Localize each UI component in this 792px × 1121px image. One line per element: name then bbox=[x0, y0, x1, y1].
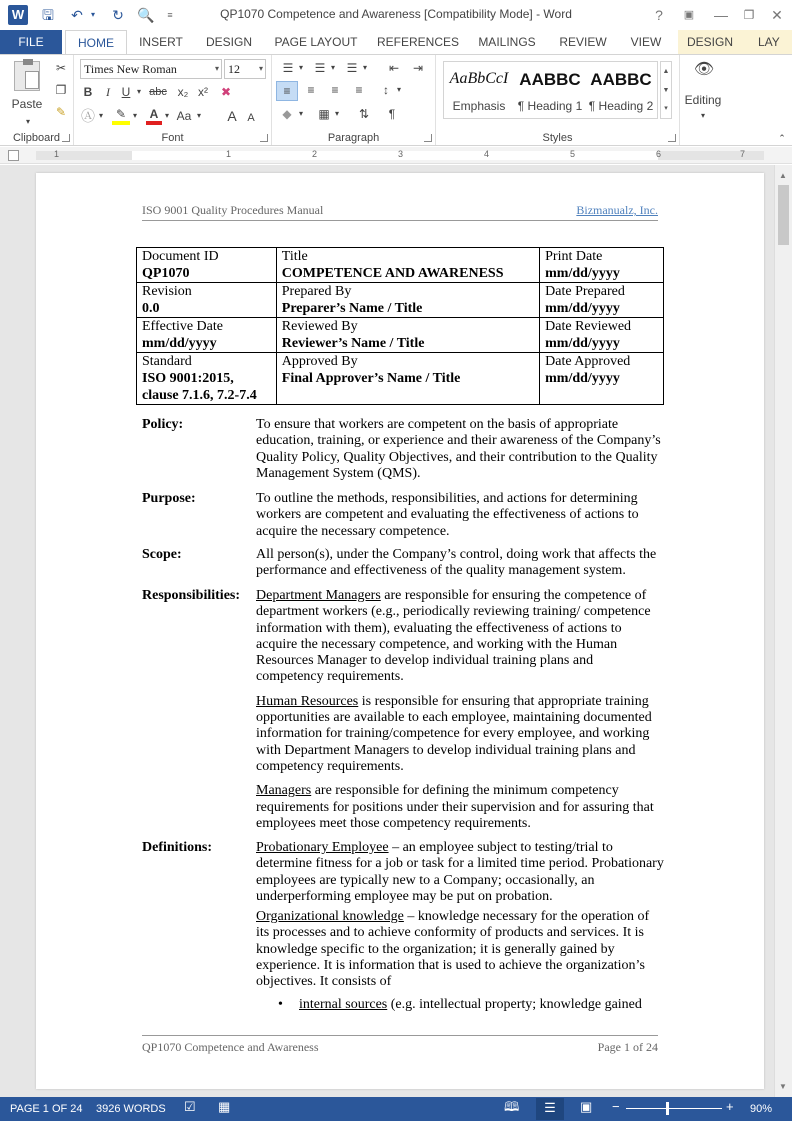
underline-button[interactable]: U bbox=[121, 85, 131, 99]
style-heading-2[interactable] bbox=[586, 62, 656, 118]
web-layout-icon[interactable]: ▣ bbox=[580, 1099, 593, 1114]
styles-launcher-icon[interactable] bbox=[668, 134, 676, 142]
footer-rule bbox=[142, 1035, 658, 1036]
tab-insert[interactable]: INSERT bbox=[139, 35, 183, 49]
definitions-body bbox=[256, 840, 664, 999]
ruler-number: 3 bbox=[398, 149, 404, 159]
header-rule bbox=[142, 220, 658, 221]
highlight-icon[interactable]: ✎ bbox=[112, 105, 130, 125]
list-item bbox=[256, 694, 664, 775]
ruler-number: 2 bbox=[312, 149, 318, 159]
decrease-indent-icon[interactable]: ⇤ bbox=[388, 61, 400, 75]
styles-gallery-scroll[interactable] bbox=[660, 61, 672, 119]
bullets-icon[interactable]: ☰ bbox=[282, 61, 294, 75]
responsibility-term: Department Managers bbox=[256, 588, 381, 603]
show-hide-pilcrow-icon[interactable]: ¶ bbox=[388, 107, 396, 121]
meta-cell[interactable] bbox=[137, 248, 277, 283]
zoom-slider[interactable] bbox=[626, 1108, 722, 1109]
align-center-button[interactable]: ≡ bbox=[307, 83, 315, 97]
text-effects-icon[interactable]: Ⓐ bbox=[81, 108, 95, 124]
meta-cell[interactable] bbox=[137, 283, 277, 318]
align-left-button[interactable]: ≡ bbox=[276, 81, 298, 101]
definition-term: Organizational knowledge bbox=[256, 909, 404, 925]
meta-cell[interactable] bbox=[137, 353, 277, 405]
multilevel-list-icon[interactable]: ☰ bbox=[346, 61, 358, 75]
editing-group bbox=[680, 55, 730, 145]
tab-page-layout[interactable]: PAGE LAYOUT bbox=[274, 35, 358, 49]
status-bar bbox=[0, 1097, 792, 1121]
help-icon[interactable]: ? bbox=[655, 7, 663, 23]
style-name: ¶ Heading 1 bbox=[517, 99, 583, 113]
document-workspace bbox=[0, 165, 792, 1097]
ruler-left-margin bbox=[36, 151, 132, 160]
gallery-down-icon[interactable]: ▼ bbox=[662, 87, 670, 94]
meta-value: Reviewer’s Name / Title bbox=[281, 336, 425, 351]
list-item bbox=[256, 840, 664, 905]
cut-icon[interactable]: ✂ bbox=[55, 61, 67, 75]
font-color-icon[interactable]: A bbox=[146, 105, 162, 125]
ruler-number: 4 bbox=[484, 149, 490, 159]
underline-dropdown-icon[interactable]: ▾ bbox=[136, 87, 141, 96]
meta-label: Standard bbox=[142, 354, 192, 369]
font-name-dropdown-icon[interactable]: ▾ bbox=[214, 64, 219, 73]
ribbon-display-icon[interactable]: ▣ bbox=[683, 9, 695, 21]
ruler-number: 7 bbox=[740, 149, 746, 159]
grow-font-button[interactable]: A bbox=[227, 108, 237, 124]
clipboard-label: Clipboard bbox=[12, 132, 61, 144]
meta-label: Effective Date bbox=[142, 319, 223, 334]
definition-text: – knowledge necessary for the operation of its processes and to achieve conformity of products and services. It is knowledge specific to the organization; it is generally gained by experience. It is information that is used to achieve the organization’s objectives. It consists of bbox=[256, 909, 650, 990]
close-icon[interactable]: ✕ bbox=[771, 7, 783, 23]
table-row bbox=[137, 248, 664, 283]
font-name-value: Times New Roman bbox=[84, 62, 177, 76]
policy-label: Policy: bbox=[142, 417, 184, 432]
italic-button[interactable]: I bbox=[106, 85, 110, 99]
meta-label: Print Date bbox=[545, 249, 603, 264]
bullets-dropdown-icon[interactable]: ▾ bbox=[298, 63, 303, 72]
font-label: Font bbox=[161, 132, 184, 144]
meta-label: Revision bbox=[142, 284, 192, 299]
tab-references[interactable]: REFERENCES bbox=[376, 35, 459, 49]
text-effects-dropdown-icon[interactable]: ▾ bbox=[98, 111, 103, 120]
font-size-value: 12 bbox=[228, 62, 240, 76]
responsibility-text: are responsible for ensuring the competence of department workers (e.g., periodically reviewing training/ competence information with them), evaluating the effectiveness of actions to acquire the necessary competence, and working with the Human Resources Manager to develop individual training plans and competency requirements. bbox=[256, 588, 651, 685]
gallery-up-icon[interactable]: ▲ bbox=[662, 68, 670, 75]
highlight-dropdown-icon[interactable]: ▾ bbox=[132, 111, 137, 120]
document-page[interactable] bbox=[36, 173, 764, 1089]
editing-button[interactable]: Editing bbox=[684, 93, 722, 107]
gallery-more-icon[interactable]: ▾ bbox=[664, 105, 668, 112]
bold-button[interactable]: B bbox=[83, 85, 93, 99]
meta-value: mm/dd/yyyy bbox=[142, 336, 217, 351]
responsibility-text: is responsible for ensuring that appropriate training opportunities are available to each employee, maintaining documented information for training/competence for every employee, and working with Department Managers to develop individual training plans and competency requirements. bbox=[256, 693, 652, 774]
responsibility-term: Human Resources bbox=[256, 693, 359, 709]
paste-button[interactable]: Paste bbox=[11, 97, 43, 111]
tab-mailings[interactable]: MAILINGS bbox=[478, 35, 536, 49]
bullet-dot: • bbox=[278, 997, 283, 1012]
font-size-combo[interactable] bbox=[224, 59, 266, 79]
tab-table-layout[interactable]: LAY bbox=[742, 30, 792, 54]
responsibility-text: are responsible for defining the minimum competency requirements for positions under their supervision and for assuring that employees meet those competency requirements. bbox=[256, 783, 654, 831]
font-name-combo[interactable] bbox=[80, 59, 222, 79]
proofing-icon[interactable]: ☑ bbox=[184, 1099, 196, 1114]
vertical-scrollbar[interactable] bbox=[774, 165, 792, 1097]
footer-right: Page 1 of 24 bbox=[597, 1040, 658, 1054]
font-launcher-icon[interactable] bbox=[260, 134, 268, 142]
definitions-label: Definitions: bbox=[142, 840, 212, 855]
ruler-number: 1 bbox=[54, 149, 60, 159]
borders-icon[interactable]: ▦ bbox=[318, 107, 330, 121]
list-item bbox=[256, 588, 664, 686]
paste-icon[interactable] bbox=[14, 61, 40, 91]
shading-dropdown-icon[interactable]: ▾ bbox=[298, 109, 303, 118]
justify-button[interactable]: ≡ bbox=[355, 83, 363, 97]
increase-indent-icon[interactable]: ⇥ bbox=[412, 61, 424, 75]
restore-icon[interactable]: ❐ bbox=[743, 8, 755, 22]
tab-file[interactable]: FILE bbox=[0, 30, 62, 54]
meta-label: Reviewed By bbox=[281, 319, 358, 334]
meta-value: COMPETENCE AND AWARENESS bbox=[281, 266, 504, 281]
tab-design[interactable]: DESIGN bbox=[205, 35, 252, 49]
meta-label: Title bbox=[281, 249, 308, 264]
header-left: ISO 9001 Quality Procedures Manual bbox=[142, 203, 324, 217]
undo-icon[interactable]: ↶ bbox=[71, 7, 83, 23]
bullet-text: (e.g. intellectual property; knowledge gained bbox=[387, 997, 642, 1012]
meta-value: mm/dd/yyyy bbox=[545, 266, 620, 281]
meta-label: Date Reviewed bbox=[545, 319, 632, 334]
meta-value: ISO 9001:2015, clause 7.1.6, 7.2-7.4 bbox=[142, 371, 257, 403]
zoom-out-icon[interactable]: − bbox=[612, 1099, 620, 1114]
ribbon bbox=[0, 54, 792, 146]
definition-text: – an employee subject to testing/trial to determine fitness for a job or task for a limited time period. Probationary employees are typically new to a Company; occasionally, an underperforming employee may be put on probation. bbox=[256, 840, 664, 904]
ruler-row bbox=[0, 147, 792, 164]
strikethrough-button[interactable]: abc bbox=[149, 86, 167, 98]
ruler-number: 5 bbox=[570, 149, 576, 159]
numbering-icon[interactable]: ☰ bbox=[314, 61, 326, 75]
align-right-button[interactable]: ≡ bbox=[331, 83, 339, 97]
editing-dropdown-icon[interactable]: ▾ bbox=[700, 111, 705, 120]
bullet-term: internal sources bbox=[299, 997, 388, 1012]
undo-dropdown-icon[interactable]: ▾ bbox=[90, 10, 95, 19]
style-sample: AABBC bbox=[590, 70, 652, 89]
clear-formatting-icon[interactable]: ✖ bbox=[220, 85, 232, 99]
tab-review[interactable]: REVIEW bbox=[559, 35, 607, 49]
style-emphasis[interactable] bbox=[444, 62, 514, 118]
redo-icon[interactable]: ↻ bbox=[112, 7, 124, 23]
meta-cell[interactable] bbox=[276, 353, 539, 405]
clipboard-group bbox=[0, 55, 74, 145]
word-app-icon[interactable]: W bbox=[8, 5, 28, 25]
ruler-number: 1 bbox=[226, 149, 232, 159]
read-mode-icon[interactable]: 🕮 bbox=[504, 1099, 520, 1114]
word-count[interactable]: 3926 WORDS bbox=[96, 1103, 166, 1115]
tab-home[interactable]: HOME bbox=[65, 30, 127, 55]
superscript-button[interactable]: x² bbox=[198, 85, 208, 99]
multilevel-dropdown-icon[interactable]: ▾ bbox=[362, 63, 367, 72]
change-case-button[interactable]: Aa bbox=[176, 109, 192, 123]
zoom-in-icon[interactable]: + bbox=[726, 1099, 734, 1114]
sort-icon[interactable]: ⇅ bbox=[358, 107, 370, 121]
shrink-font-button[interactable]: A bbox=[247, 112, 255, 124]
style-name: ¶ Heading 2 bbox=[588, 99, 654, 113]
list-item bbox=[299, 997, 659, 1013]
numbering-dropdown-icon[interactable]: ▾ bbox=[330, 63, 335, 72]
ribbon-tabs bbox=[0, 30, 792, 54]
ruler-number: 6 bbox=[656, 149, 662, 159]
tab-selector-icon[interactable] bbox=[8, 150, 19, 161]
style-name: Emphasis bbox=[452, 99, 506, 113]
responsibility-term: Managers bbox=[256, 783, 312, 799]
ruler-right-margin bbox=[658, 151, 764, 160]
list-item bbox=[256, 783, 664, 832]
document-meta-table bbox=[136, 247, 664, 405]
page-count[interactable]: PAGE 1 OF 24 bbox=[10, 1103, 83, 1115]
scope-label: Scope: bbox=[142, 547, 182, 562]
window-title: QP1070 Competence and Awareness [Compatibility Mode] - Word bbox=[220, 7, 572, 21]
scope-text: All person(s), under the Company’s control, doing work that affects the performance and effectiveness of the quality management system. bbox=[256, 547, 657, 579]
list-item bbox=[256, 909, 664, 990]
meta-cell[interactable] bbox=[276, 318, 539, 353]
print-layout-icon[interactable]: ☰ bbox=[536, 1098, 564, 1120]
meta-cell[interactable] bbox=[540, 353, 664, 405]
meta-value: 0.0 bbox=[142, 301, 160, 316]
line-spacing-dropdown-icon[interactable]: ▾ bbox=[396, 85, 401, 94]
paragraph-launcher-icon[interactable] bbox=[424, 134, 432, 142]
meta-value: mm/dd/yyyy bbox=[545, 371, 620, 386]
title-bar bbox=[0, 0, 792, 30]
table-row bbox=[137, 318, 664, 353]
minimize-icon[interactable]: — bbox=[714, 7, 728, 23]
meta-value: QP1070 bbox=[142, 266, 190, 281]
save-icon[interactable]: 🖫 bbox=[42, 7, 54, 23]
meta-cell[interactable] bbox=[276, 248, 539, 283]
style-heading-1[interactable] bbox=[515, 62, 585, 118]
scroll-thumb[interactable] bbox=[778, 185, 789, 245]
macro-icon[interactable]: ▦ bbox=[218, 1099, 231, 1114]
font-group bbox=[74, 55, 272, 145]
binoculars-icon[interactable]: 👁 bbox=[693, 61, 715, 78]
meta-value: Final Approver’s Name / Title bbox=[281, 371, 461, 386]
meta-cell[interactable] bbox=[540, 318, 664, 353]
meta-value: Preparer’s Name / Title bbox=[281, 301, 423, 316]
meta-label: Approved By bbox=[281, 354, 358, 369]
paragraph-group bbox=[272, 55, 436, 145]
purpose-label: Purpose: bbox=[142, 491, 196, 506]
collapse-ribbon-icon[interactable]: ⌃ bbox=[778, 133, 786, 143]
header-right: Bizmanualz, Inc. bbox=[576, 203, 658, 217]
meta-value: mm/dd/yyyy bbox=[545, 336, 620, 351]
table-row bbox=[137, 283, 664, 318]
line-spacing-icon[interactable]: ↕ bbox=[383, 83, 389, 97]
paste-dropdown-icon[interactable]: ▾ bbox=[25, 117, 30, 126]
meta-label: Prepared By bbox=[281, 284, 352, 299]
copy-icon[interactable]: ❐ bbox=[55, 83, 67, 97]
print-preview-icon[interactable]: 🔍 bbox=[137, 7, 155, 23]
styles-label: Styles bbox=[542, 132, 573, 144]
responsibilities-body bbox=[256, 588, 664, 840]
tab-view[interactable]: VIEW bbox=[630, 35, 662, 49]
style-sample: AaBbCcI bbox=[449, 70, 509, 87]
font-size-dropdown-icon[interactable]: ▾ bbox=[258, 64, 263, 73]
meta-label: Document ID bbox=[142, 249, 219, 264]
footer-left: QP1070 Competence and Awareness bbox=[142, 1040, 319, 1054]
tab-table-design[interactable]: DESIGN bbox=[678, 30, 742, 54]
paragraph-label: Paragraph bbox=[327, 132, 380, 144]
change-case-dropdown-icon[interactable]: ▾ bbox=[196, 111, 201, 120]
zoom-slider-thumb[interactable] bbox=[666, 1102, 669, 1115]
definition-term: Probationary Employee bbox=[256, 840, 389, 855]
meta-label: Date Approved bbox=[545, 354, 631, 369]
styles-gallery bbox=[443, 61, 658, 119]
meta-cell[interactable] bbox=[540, 248, 664, 283]
horizontal-ruler[interactable] bbox=[36, 151, 764, 160]
customize-qat-icon[interactable]: ≡ bbox=[167, 10, 173, 20]
policy-text: To ensure that workers are competent on the basis of appropriate education, training, or experience and their awareness of the Company’s Quality Policy, Quality Objectives, and their contribution to the Quality Management System (QMS). bbox=[256, 417, 661, 481]
font-color-dropdown-icon[interactable]: ▾ bbox=[164, 111, 169, 120]
purpose-text: To outline the methods, responsibilities, and actions for determining workers are competent and evaluating the effectiveness of actions to acquire the necessary competence. bbox=[256, 491, 639, 539]
borders-dropdown-icon[interactable]: ▾ bbox=[334, 109, 339, 118]
meta-cell[interactable] bbox=[540, 283, 664, 318]
zoom-level[interactable]: 90% bbox=[750, 1103, 773, 1115]
format-painter-icon[interactable]: ✎ bbox=[55, 105, 67, 119]
responsibilities-label: Responsibilities: bbox=[142, 588, 241, 603]
scroll-down-icon[interactable]: ▼ bbox=[779, 1082, 787, 1091]
table-row bbox=[137, 353, 664, 405]
meta-cell[interactable] bbox=[276, 283, 539, 318]
shading-icon[interactable]: ◆ bbox=[282, 107, 292, 121]
subscript-button[interactable]: x₂ bbox=[177, 85, 189, 99]
meta-label: Date Prepared bbox=[545, 284, 625, 299]
scroll-up-icon[interactable]: ▲ bbox=[779, 171, 787, 180]
meta-value: mm/dd/yyyy bbox=[545, 301, 620, 316]
style-sample: AABBC bbox=[519, 70, 581, 89]
meta-cell[interactable] bbox=[137, 318, 277, 353]
clipboard-launcher-icon[interactable] bbox=[62, 134, 70, 142]
